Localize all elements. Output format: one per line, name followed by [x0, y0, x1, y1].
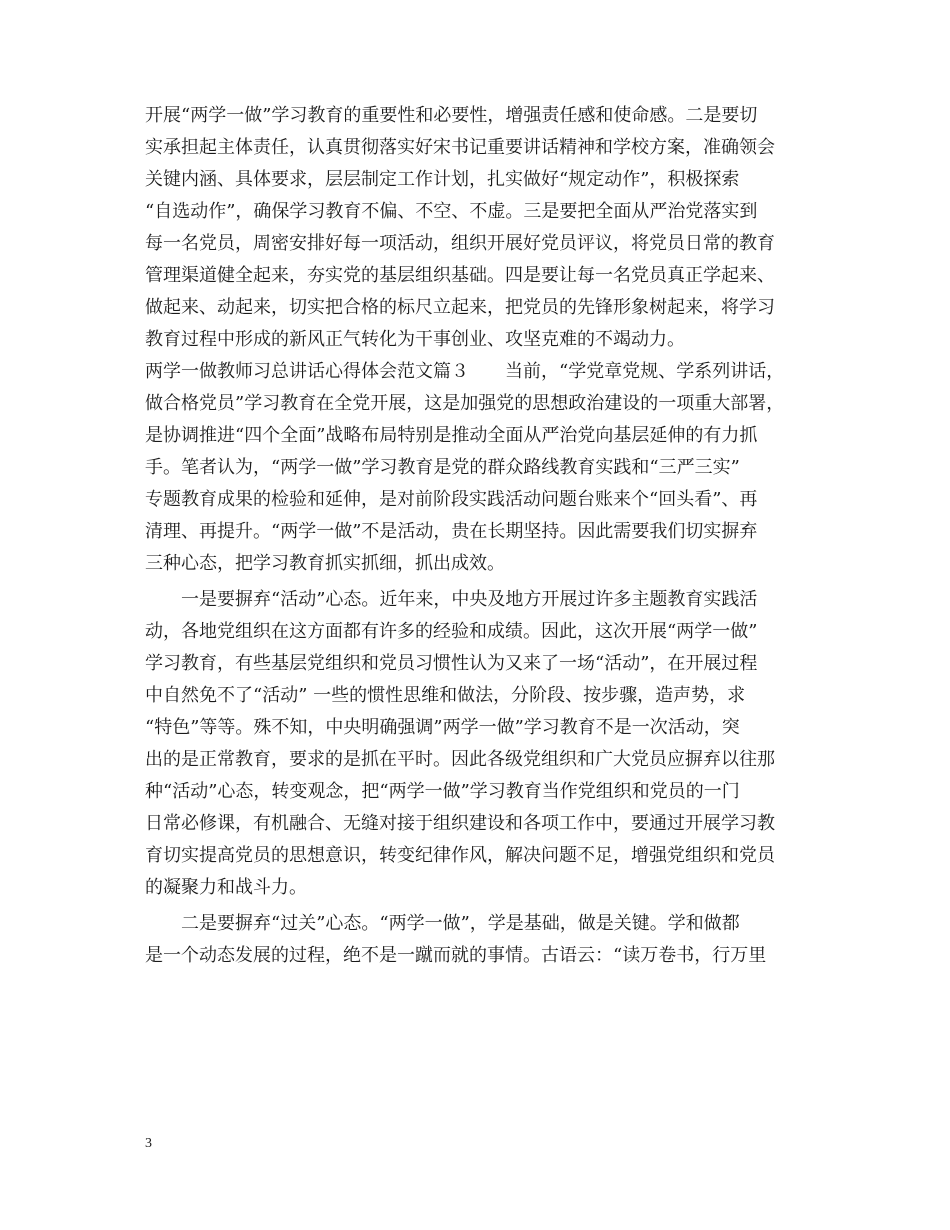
text-line: 管理渠道健全起来，夯实党的基层组织基础。四是要让每一名党员真正学起来、 [145, 265, 775, 286]
text-line: 专题教育成果的检验和延伸，是对前阶段实践活动问题台账来个“回头看”、再 [145, 489, 758, 510]
text-line: 手。笔者认为，“两学一做”学习教育是党的群众路线教育实践和“三严三实” [145, 457, 740, 478]
text-line: 做起来、动起来，切实把合格的标尺立起来，把党员的先锋形象树起来，将学习 [145, 297, 775, 318]
text-line: 清理、再提升。“两学一做”不是活动，贵在长期坚持。因此需要我们切实摒弃 [145, 521, 758, 542]
text-line: 学习教育，有些基层党组织和党员习惯性认为又来了一场“活动”，在开展过程 [145, 653, 758, 674]
text-line: 教育过程中形成的新风正气转化为干事创业、攻坚克难的不竭动力。 [145, 329, 685, 350]
body-text [145, 100, 825, 972]
text-line: 三种心态，把学习教育抓实抓细，抓出成效。 [145, 553, 505, 574]
text-line: 种“活动”心态，转变观念，把“两学一做”学习教育当作党组织和党员的一门 [145, 781, 740, 802]
text-line: 中自然免不了“活动” 一些的惯性思维和做法，分阶段、按步骤，造声势，求 [145, 685, 746, 706]
text-line: 实承担起主体责任，认真贯彻落实好宋书记重要讲话精神和学校方案，准确领会 [145, 137, 775, 158]
page-number: 3 [145, 1136, 152, 1151]
text-line: 开展“两学一做”学习教育的重要性和必要性，增强责任感和使命感。二是要切 [145, 105, 758, 126]
text-line: 是一个动态发展的过程，绝不是一蹴而就的事情。古语云：“读万卷书，行万里 [145, 945, 767, 966]
text-line: “特色”等等。殊不知，中央明确强调”两学一做”学习教育不是一次活动，突 [145, 717, 740, 738]
text-line: 一是要摒弃“活动”心态。近年来，中央及地方开展过许多主题教育实践活 [181, 589, 758, 610]
text-line: 动，各地党组织在这方面都有许多的经验和成绩。因此，这次开展“两学一做” [145, 621, 758, 642]
text-line: 出的是正常教育，要求的是抓在平时。因此各级党组织和广大党员应摒弃以往那 [145, 749, 775, 770]
text-line: 关键内涵、具体要求，层层制定工作计划，扎实做好“规定动作”，积极探索 [145, 169, 740, 190]
text-line: 育切实提高党员的思想意识，转变纪律作风，解决问题不足，增强党组织和党员 [145, 845, 775, 866]
text-line: 两学一做教师习总讲话心得体会范文篇３ 当前，“学党章党规、学系列讲话， [145, 361, 785, 382]
text-line: “自选动作”，确保学习教育不偏、不空、不虚。三是要把全面从严治党落实到 [145, 201, 758, 222]
text-line: 每一名党员，周密安排好每一项活动，组织开展好党员评议，将党员日常的教育 [145, 233, 775, 254]
text-line: 的凝聚力和战斗力。 [145, 877, 307, 898]
text-line: 二是要摒弃“过关”心态。“两学一做”，学是基础，做是关键。学和做都 [181, 913, 740, 934]
text-line: 是协调推进“四个全面”战略布局特别是推动全面从严治党向基层延伸的有力抓 [145, 425, 758, 446]
text-line: 做合格党员”学习教育在全党开展，这是加强党的思想政治建设的一项重大部署， [145, 393, 785, 414]
text-line: 日常必修课，有机融合、无缝对接于组织建设和各项工作中，要通过开展学习教 [145, 813, 775, 834]
